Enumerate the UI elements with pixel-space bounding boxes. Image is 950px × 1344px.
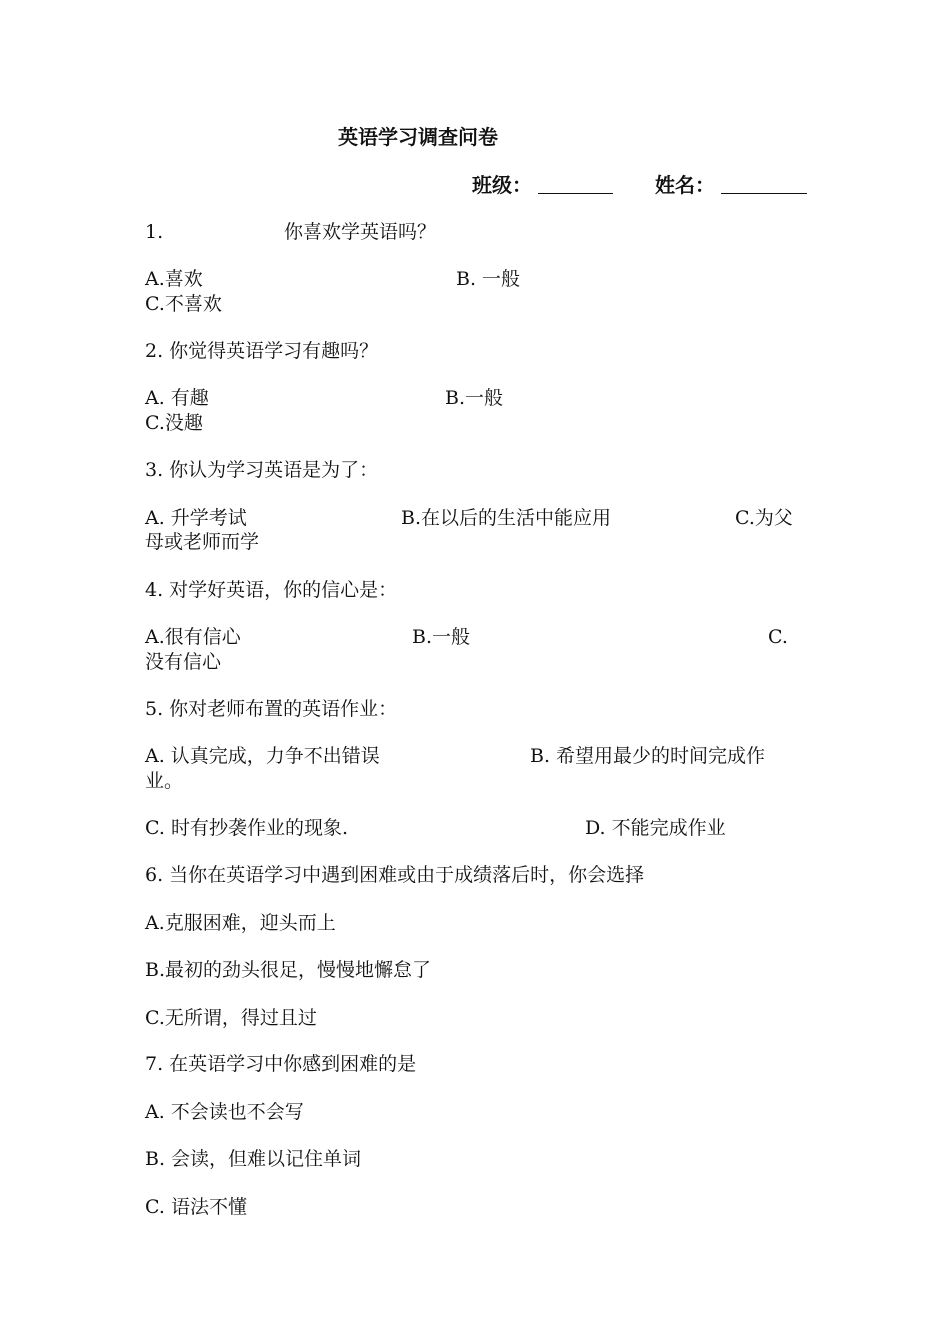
- q5-option-d: D. 不能完成作业: [585, 817, 726, 839]
- q7-option-a: A. 不会读也不会写: [145, 1101, 304, 1123]
- class-blank[interactable]: [538, 193, 613, 194]
- q2-option-c: C.没趣: [145, 412, 203, 434]
- q1-option-c: C.不喜欢: [145, 293, 222, 315]
- q2-question: 2. 你觉得英语学习有趣吗？: [145, 340, 379, 362]
- q1-question: 你喜欢学英语吗？: [284, 221, 437, 243]
- page-title: 英语学习调查问卷: [338, 125, 498, 149]
- class-label: 班级：: [472, 173, 532, 197]
- q3-option-a: A. 升学考试: [145, 507, 247, 529]
- q4-option-c-part1: C.: [768, 626, 788, 648]
- q1-option-b: B. 一般: [456, 268, 521, 290]
- q5-option-c: C. 时有抄袭作业的现象.: [145, 817, 348, 839]
- q5-option-a: A. 认真完成，力争不出错误: [145, 745, 380, 767]
- q4-option-c-part2: 没有信心: [145, 651, 222, 673]
- q3-option-c-part2: 母或老师而学: [145, 531, 260, 553]
- q6-option-b: B.最初的劲头很足，慢慢地懈怠了: [145, 959, 432, 981]
- q3-option-c-part1: C.为父: [735, 507, 793, 529]
- q7-question: 7. 在英语学习中你感到困难的是: [145, 1053, 417, 1075]
- q4-option-a: A.很有信心: [145, 626, 241, 648]
- q1-number: 1.: [145, 221, 164, 243]
- q7-option-c: C. 语法不懂: [145, 1196, 247, 1218]
- q6-option-c: C.无所谓，得过且过: [145, 1007, 317, 1029]
- q6-question: 6. 当你在英语学习中遇到困难或由于成绩落后时，你会选择: [145, 864, 645, 886]
- q5-option-b-part2: 业。: [145, 770, 184, 792]
- q3-option-b: B.在以后的生活中能应用: [401, 507, 612, 529]
- q2-option-a: A. 有趣: [145, 387, 209, 409]
- name-blank[interactable]: [721, 193, 807, 194]
- q4-option-b: B.一般: [412, 626, 471, 648]
- q2-option-b: B.一般: [445, 387, 504, 409]
- q5-question: 5. 你对老师布置的英语作业：: [145, 698, 398, 720]
- q6-option-a: A.克服困难，迎头而上: [145, 912, 336, 934]
- q7-option-b: B. 会读，但难以记住单词: [145, 1148, 362, 1170]
- q4-question: 4. 对学好英语，你的信心是：: [145, 579, 398, 601]
- name-label: 姓名：: [655, 173, 715, 197]
- q3-question: 3. 你认为学习英语是为了：: [145, 459, 379, 481]
- q1-option-a: A.喜欢: [145, 268, 203, 290]
- q5-option-b-part1: B. 希望用最少的时间完成作: [530, 745, 766, 767]
